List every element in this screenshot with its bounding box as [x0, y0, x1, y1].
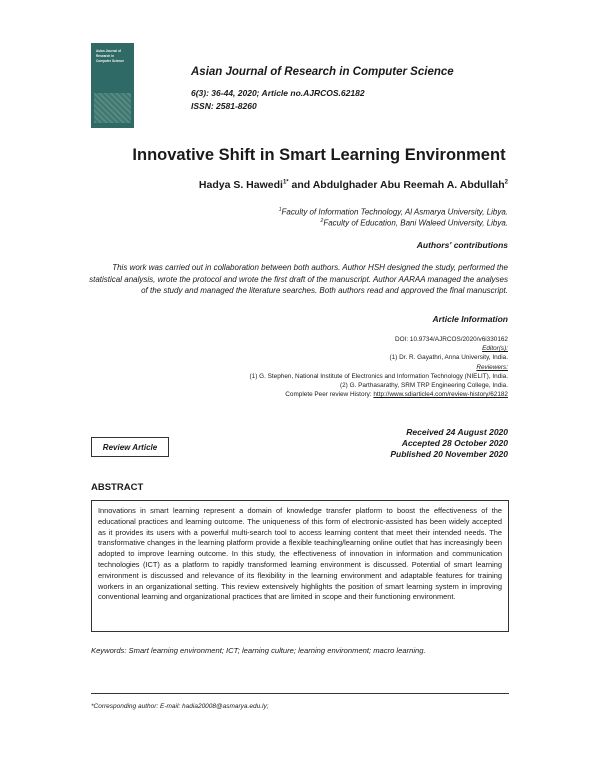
review-history-label: Complete Peer review History: — [285, 391, 374, 399]
author-2: and Abdulghader Abu Reemah A. Abdullah — [288, 179, 505, 191]
cover-pattern — [94, 93, 131, 123]
article-info-heading: Article Information — [432, 314, 508, 324]
editor: (1) Dr. R. Gayathri, Anna University, India. — [389, 354, 508, 362]
paper-title: Innovative Shift in Smart Learning Environment — [132, 146, 506, 164]
abstract-heading: ABSTRACT — [91, 482, 144, 493]
journal-issn: ISSN: 2581-8260 — [191, 101, 257, 111]
reviewer-1: (1) G. Stephen, National Institute of Electronics and Information Technology (NIELIT), India. — [249, 372, 508, 380]
cover-title-line2: Research in — [96, 54, 115, 58]
journal-volume: 6(3): 36-44, 2020; Article no.AJRCOS.62182 — [191, 88, 365, 98]
affiliation-2 — [321, 218, 508, 228]
author-2-sup: 2 — [504, 179, 508, 186]
review-history — [88, 390, 508, 399]
editor-label: Editor(s): — [482, 345, 508, 353]
dates-block — [390, 427, 508, 460]
article-type-badge: Review Article — [91, 437, 169, 457]
author-1-sup: 1* — [282, 179, 289, 186]
contributions-text: This work was carried out in collaboration between both authors. Author HSH designed the study, performed the statistical analysis, wrote the protocol and wrote the first draft of the manuscript. Author AARAA managed the analyses of the study and managed the literature searches. Both authors read and approved the final manuscript. — [89, 263, 508, 295]
affiliation-2-text: Faculty of Education, Bani Waleed University, Libya. — [323, 218, 508, 228]
contributions-heading: Authors' contributions — [416, 240, 508, 250]
affiliation-1-sup: 1 — [278, 207, 282, 213]
review-history-link[interactable]: http://www.sdiarticle4.com/review-history/62182 — [373, 391, 508, 399]
author-line — [199, 179, 508, 191]
affiliation-1 — [279, 207, 508, 217]
keywords: Keywords: Smart learning environment; ICT; learning culture; learning environment; macro learning. — [91, 646, 426, 655]
published-date: Published 20 November 2020 — [390, 449, 508, 459]
doi: DOI: 10.9734/AJRCOS/2020/v6i330162 — [395, 336, 508, 343]
cover-title-line1: Asian Journal of — [96, 49, 121, 53]
reviewers-label: Reviewers: — [476, 363, 508, 371]
cover-title-line3: Computer Science — [96, 59, 124, 63]
affiliation-2-sup: 2 — [320, 218, 324, 224]
footnote-divider — [91, 693, 509, 694]
author-1: Hadya S. Hawedi — [198, 179, 283, 191]
article-info-block — [88, 335, 508, 399]
accepted-date: Accepted 28 October 2020 — [401, 438, 508, 448]
corresponding-author-footnote: *Corresponding author: E-mail: hadia20008@asmarya.edu.ly; — [91, 703, 269, 710]
reviewer-2: (2) G. Parthasarathy, SRM TRP Engineering College, India. — [339, 382, 508, 390]
journal-name: Asian Journal of Research in Computer Science — [191, 66, 454, 78]
journal-cover-image — [91, 43, 134, 128]
abstract-text: Innovations in smart learning represent a domain of knowledge transfer platform to boost the effectiveness of the educational practices and learning outcome. The uniqueness of this form of electronic-assisted has been widely accepted as it provides its users with a powerful multi-search tool to access learning content that meet their intended needs. The transformative changes in the learning platform provide a flexible teaching/learning online outlet that has increasingly been adopted to improve learning outcome. In this study, the effectiveness of innovation in information and communication technologies (ICT) as a platform to rapidly transformed learning environment is discussed. Potential of smart learning environment is discussed and relevance of its flexibility in the learning environment and adaptable features for training workers in an organizational setting. This review extensively highlights the position of smart learning system in improving conventional learning and organizational practices that are limited in scope and their functioning environment. — [91, 500, 509, 632]
received-date: Received 24 August 2020 — [406, 427, 508, 437]
affiliation-1-text: Faculty of Information Technology, Al Asmarya University, Libya. — [281, 207, 508, 217]
